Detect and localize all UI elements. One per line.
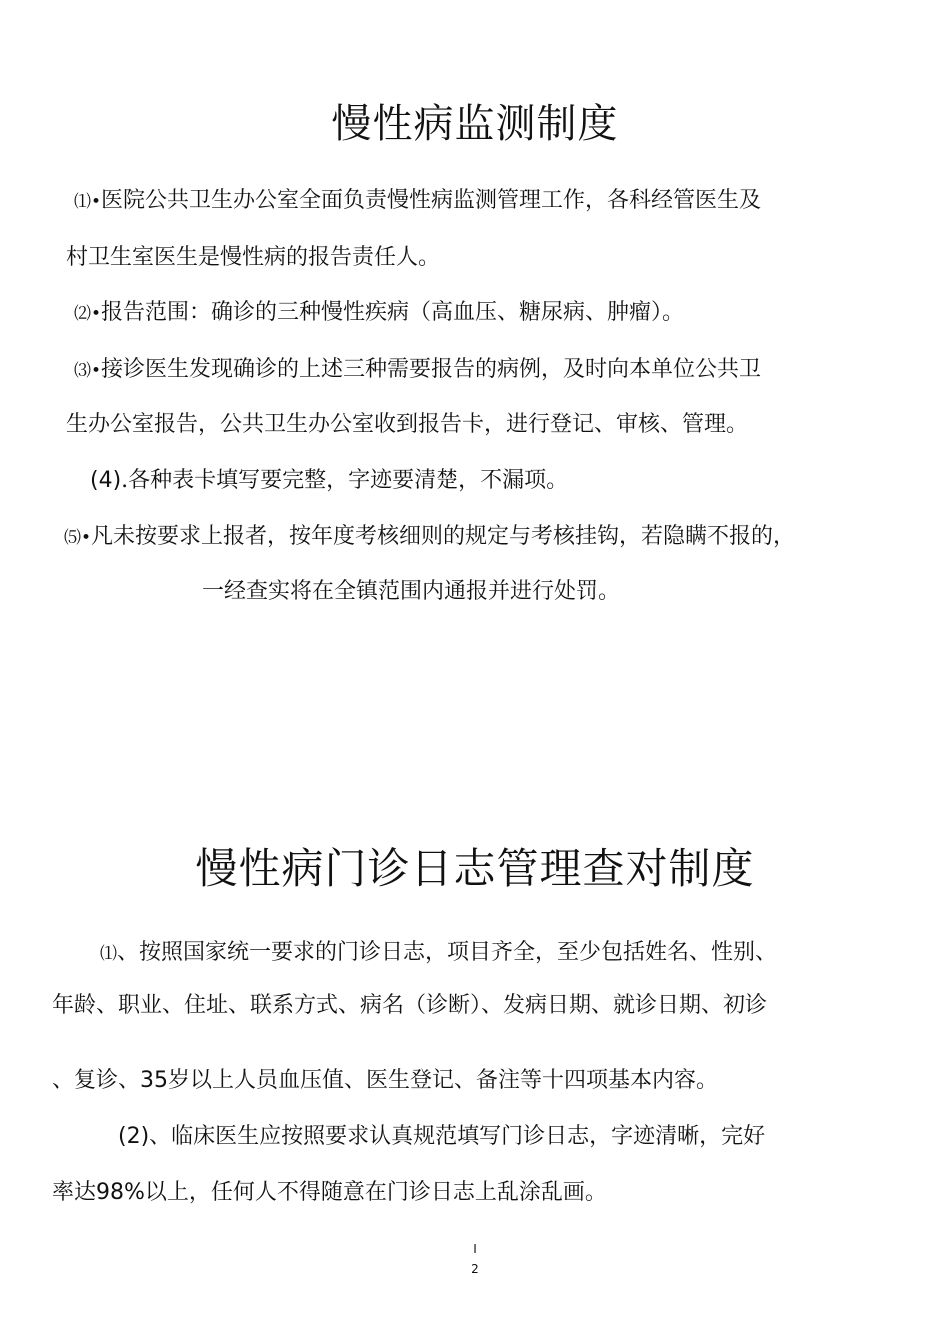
item-text: 医院公共卫生办公室全面负责慢性病监测管理工作，各科经管医生及 — [101, 188, 762, 213]
section1-title: 慢性病监测制度 — [331, 101, 619, 147]
section2-item1-line3 — [52, 1066, 718, 1096]
item-marker: ⑴ — [100, 944, 117, 964]
item-text: 、临床医生应按照要求认真规范填写门诊日志，字迹清晰，完好 — [149, 1124, 766, 1149]
item-text: .各种表卡填写要完整，字迹要清楚，不漏项。 — [121, 468, 569, 493]
item-text: 报告范围：确诊的三种慢性疾病（高血压、糖尿病、肿瘤）。 — [101, 300, 685, 325]
section1-item1-line1 — [74, 186, 761, 217]
percentage-value: 98% — [96, 1180, 145, 1205]
section1-item3-line1 — [74, 355, 761, 386]
section2-item2-line2 — [52, 1178, 607, 1208]
item-marker: ⑶• — [74, 361, 102, 381]
item-text: 以上，任何人不得随意在门诊日志上乱涂乱画。 — [144, 1180, 607, 1205]
item-text: 岁以上人员血压值、医生登记、备注等十四项基本内容。 — [168, 1068, 719, 1093]
item-text: 凡未按要求上报者，按年度考核细则的规定与考核挂钩，若隐瞒不报的， — [91, 524, 796, 549]
section2-title: 慢性病门诊日志管理查对制度 — [195, 844, 755, 893]
item-text: 、按照国家统一要求的门诊日志，项目齐全，至少包括姓名、性别、 — [117, 940, 778, 965]
section1-item1-line2: 村卫生室医生是慢性病的报告责任人。 — [66, 245, 441, 270]
section2-item2-line1 — [118, 1122, 765, 1152]
section1-item2-line1 — [74, 298, 684, 329]
section1-item3-line2: 生办公室报告，公共卫生办公室收到报告卡，进行登记、审核、管理。 — [66, 412, 749, 437]
section1-item5-line1 — [64, 522, 795, 553]
item-marker: (4) — [90, 468, 122, 493]
item-marker: (2) — [118, 1124, 150, 1149]
item-text: 、复诊、 — [52, 1068, 141, 1093]
age-number: 35 — [140, 1068, 169, 1093]
page-number: 2 — [471, 1262, 479, 1276]
item-marker: ⑵• — [74, 304, 102, 324]
item-text: 接诊医生发现确诊的上述三种需要报告的病例，及时向本单位公共卫 — [101, 357, 762, 382]
section1-item5-line2: 一经查实将在全镇范围内通报并进行处罚。 — [202, 579, 621, 604]
section2-item1-line2: 年龄、职业、住址、联系方式、病名（诊断）、发病日期、就诊日期、初诊 — [52, 993, 768, 1018]
item-marker: ⑸• — [64, 528, 92, 548]
section1-item4-line1 — [90, 466, 568, 496]
item-text: 率达 — [52, 1180, 97, 1205]
item-marker: ⑴• — [74, 192, 102, 212]
footer-mark: I — [473, 1242, 477, 1256]
section2-item1-line1 — [100, 938, 777, 969]
